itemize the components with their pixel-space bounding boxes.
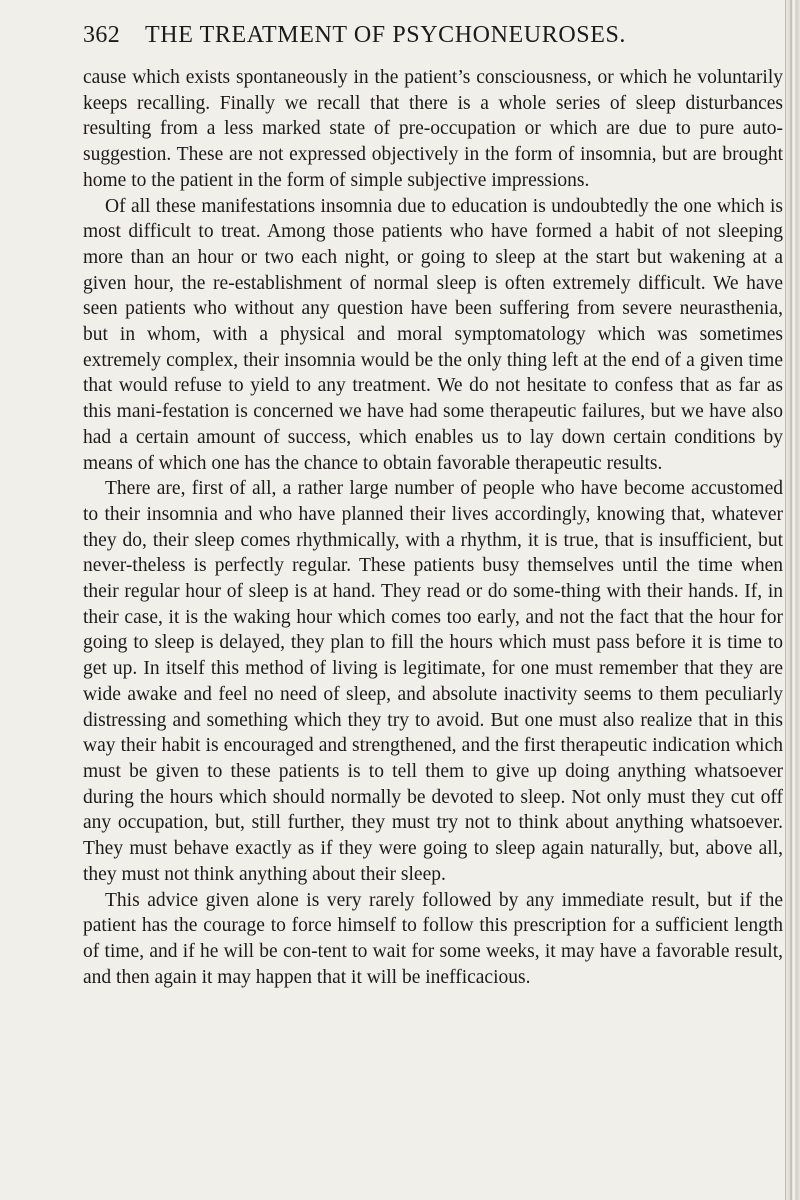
page-edge bbox=[785, 0, 800, 1200]
running-title: THE TREATMENT OF PSYCHONEUROSES. bbox=[145, 22, 627, 48]
body-text bbox=[83, 65, 783, 990]
running-head bbox=[83, 18, 783, 52]
page-number: 362 bbox=[83, 22, 121, 48]
paragraph-3: There are, first of all, a rather large number of people who have become accustomed to their insomnia and who have planned their lives accordingly, knowing that, whatever they do, their sleep comes rhythmically, with a rhythm, it is true, that is insufficient, but never-theless is perfectly regular. These patients busy themselves until the time when their regular hour of sleep is at hand. They read or do some-thing with their hands. If, in their case, it is the waking hour which comes too early, and not the fact that the hour for going to sleep is delayed, they plan to fill the hours which must pass before it is time to get up. In itself this method of living is legitimate, for one must remember that they are wide awake and feel no need of sleep, and absolute inactivity seems to them peculiarly distressing and something which they try to avoid. But one must also realize that in this way their habit is encouraged and strengthened, and the first therapeutic indication which must be given to these patients is to tell them to give up doing anything whatsoever during the hours which should normally be devoted to sleep. Not only must they cut off any occupation, but, still further, they must try not to think about anything whatsoever. They must behave exactly as if they were going to sleep again naturally, but, above all, they must not think anything about their sleep. bbox=[83, 478, 783, 885]
paragraph-2: Of all these manifestations insomnia due to education is undoubtedly the one which is most difficult to treat. Among those patients who have formed a habit of not sleeping more than an hour or two each night, or going to sleep at the start but wakening at a given hour, the re-establishment of normal sleep is often extremely difficult. We have seen patients who without any question have been suffering from severe neurasthenia, but in whom, with a physical and moral symptomatology which was sometimes extremely complex, their insomnia would be the only thing left at the end of a given time that would refuse to yield to any treatment. We do not hesitate to confess that as far as this mani-festation is concerned we have had some therapeutic failures, but we have also had a certain amount of success, which enables us to lay down certain conditions by means of which one has the chance to obtain favorable therapeutic results. bbox=[83, 195, 783, 474]
paragraph-1: cause which exists spontaneously in the patient’s consciousness, or which he voluntarily keeps recalling. Finally we recall that there is a whole series of sleep disturbances resulting from a less marked state of pre-occupation or which are due to pure auto-suggestion. These are not expressed objectively in the form of insomnia, but are brought home to the patient in the form of simple subjective impressions. bbox=[83, 67, 783, 191]
paragraph-4: This advice given alone is very rarely followed by any immediate result, but if the patient has the courage to force himself to follow this prescription for a sufficient length of time, and if he will be con-tent to wait for some weeks, it may have a favorable result, and then again it may happen that it will be inefficacious. bbox=[83, 889, 783, 988]
